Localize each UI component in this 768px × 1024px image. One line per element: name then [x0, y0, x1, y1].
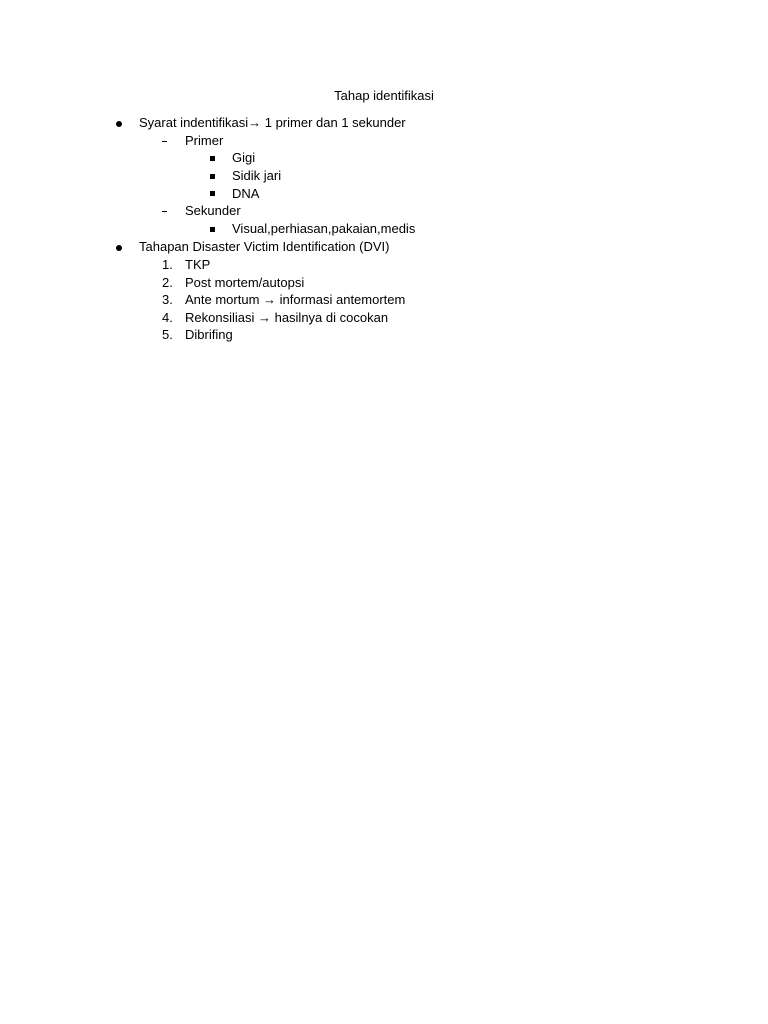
bullet-dot	[116, 121, 122, 127]
list-item: DNA	[232, 186, 260, 201]
list-item: Primer	[185, 133, 224, 148]
list-item: Tahapan Disaster Victim Identification (DVI)	[139, 239, 390, 254]
square-bullet	[210, 191, 215, 196]
list-item: Gigi	[232, 150, 256, 165]
list-item: Post mortem/autopsi	[185, 275, 305, 290]
bullet-dot	[116, 245, 122, 251]
list-item: TKP	[185, 257, 211, 272]
dash-bullet	[162, 141, 167, 142]
square-bullet	[210, 156, 215, 161]
square-bullet	[210, 174, 215, 179]
list-item: Sekunder	[185, 203, 241, 218]
list-item: Syarat indentifikasi→ 1 primer dan 1 sekunder	[139, 115, 406, 130]
list-item: Visual,perhiasan,pakaian,medis	[232, 221, 416, 236]
list-item: Ante mortum → informasi antemortem	[185, 292, 406, 307]
list-item: Rekonsiliasi → hasilnya di cocokan	[185, 310, 389, 325]
square-bullet	[210, 227, 215, 232]
list-item: Dibrifing	[185, 327, 233, 342]
list-number: 1.	[162, 257, 173, 272]
list-number: 2.	[162, 275, 173, 290]
dash-bullet	[162, 211, 167, 212]
list-number: 4.	[162, 310, 173, 325]
list-item: Sidik jari	[232, 168, 282, 183]
list-number: 5.	[162, 327, 173, 342]
document-title: Tahap identifikasi	[334, 88, 434, 103]
list-number: 3.	[162, 292, 173, 307]
